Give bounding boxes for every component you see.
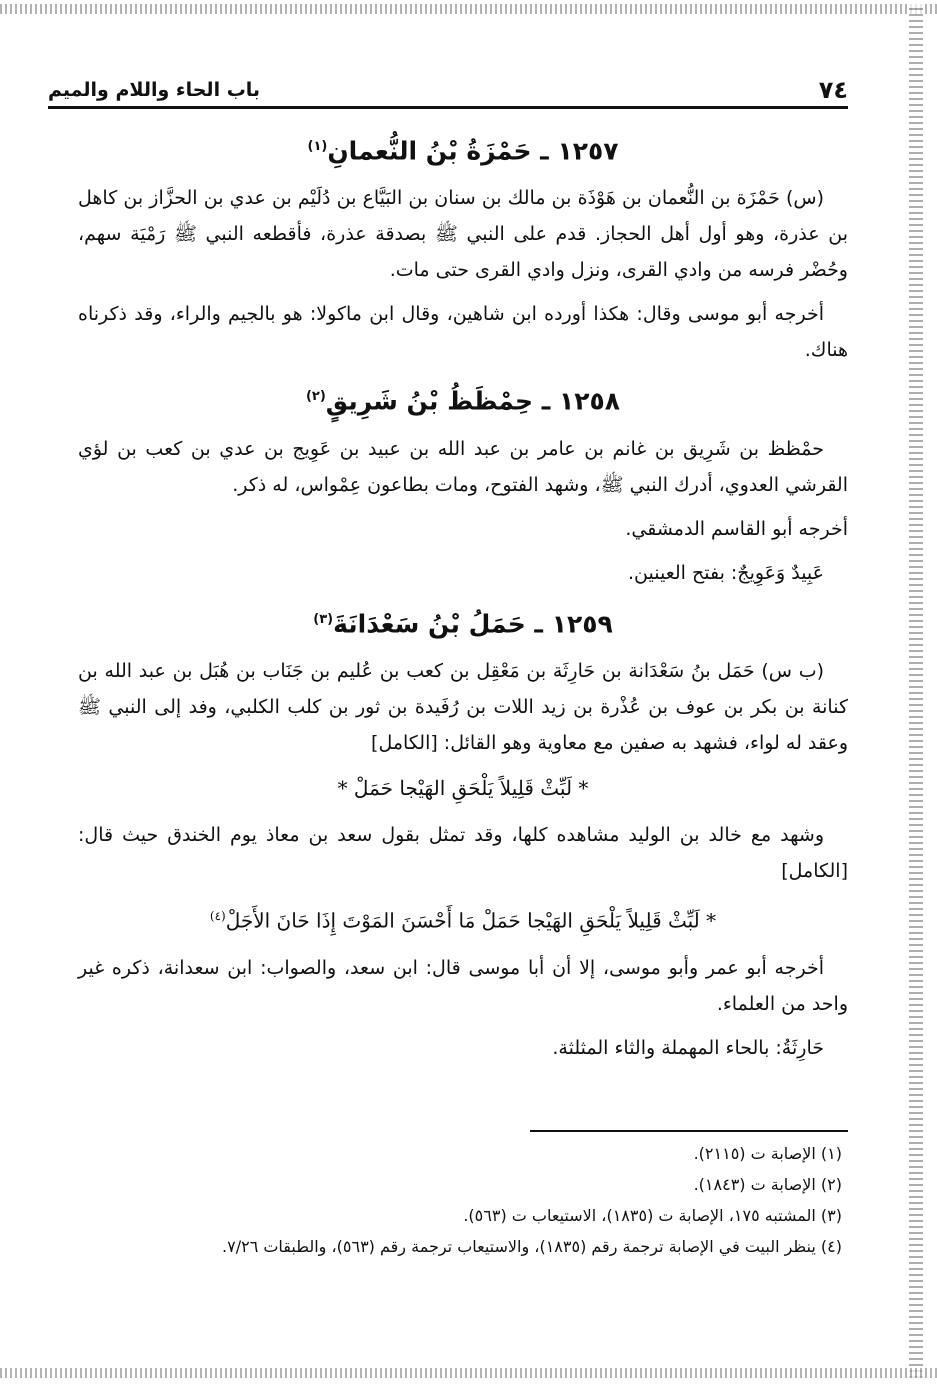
entry-paragraph: عَبِيدٌ وَعَوِيجٌ: بفتح العينين. bbox=[627, 561, 824, 584]
entry-paragraph: حمْظظ بن شَرِيق بن غانم بن عامر بن عبد الله بن عبيد بن عَوِيج بن عدي بن كعب بن لؤي القرشي العدوي، أدرك النبي ﷺ، وشهد الفتوح، ومات بطاعون عِمْواس، له ذكر. bbox=[78, 437, 848, 496]
entry-title-1258 bbox=[78, 378, 848, 420]
decorative-bottom-border bbox=[0, 1368, 937, 1378]
page-body bbox=[78, 118, 848, 1074]
footnote-item: (٣) المشتبه ١٧٥، الإصابة ت (١٨٣٥)، الاستيعاب ت (٥٦٣). bbox=[463, 1206, 842, 1225]
entry-paragraph: حَارِثَةُ: بالحاء المهملة والثاء المثلثة. bbox=[552, 1036, 824, 1059]
entry-title-text: ١٢٥٩ ـ حَمَلُ بْنُ سَعْدَانَةَ bbox=[333, 608, 613, 638]
poetry-verse-full bbox=[78, 897, 848, 940]
entry-paragraph: أخرجه أبو موسى وقال: هكذا أورده ابن شاهين، وقال ابن ماكولا: هو بالجيم والراء، وقد ذكرناه هناك. bbox=[78, 303, 848, 362]
entry-paragraph: (ب س) حَمَل بنُ سَعْدَانة بن حَارِثَة بن مَعْقِل بن كعب بن عُليم بن جَنَاب بن هُبَل بن عبد الله بن كنانة بن بكر بن عوف بن عُذْرة بن زيد اللات بن رُفَيدة بن ثور بن كلب الكلبي، وفد إلى النبي ﷺ وعقد له لواء، فشهد به صفين مع معاوية وهو القائل: [الكامل] bbox=[78, 659, 848, 754]
page-number: ٧٤ bbox=[818, 76, 848, 104]
entry-paragraph: (س) حَمْزَة بن النُّعمان بن هَوْذَة بن مالك بن سنان بن البَيَّاع بن دُلَيْم بن عدي بن الحزَّاز بن كاهل بن عذرة، وهو أول أهل الحجاز. قدم على النبي ﷺ بصدقة عذرة، فأقطعه النبي ﷺ رَمْيَة سهم، وحُضْر فرسه من وادي القرى، ونزل وادي القرى حتى مات. bbox=[78, 187, 848, 282]
chapter-title: باب الحاء واللام والميم bbox=[48, 79, 261, 101]
entry-title-text: ١٢٥٧ ـ حَمْزَةُ بْنُ النُّعمانِ bbox=[327, 136, 619, 166]
entry-paragraph: أخرجه أبو عمر وأبو موسى، إلا أن أبا موسى قال: ابن سعد، والصواب: ابن سعدانة، ذكره غير واحد من العلماء. bbox=[78, 956, 848, 1015]
entry-paragraph: وشهد مع خالد بن الوليد مشاهده كلها، وقد تمثل بقول سعد بن معاذ يوم الخندق حيث قال: [الكامل] bbox=[78, 823, 848, 882]
footnote-item: (٢) الإصابة ت (١٨٤٣). bbox=[693, 1175, 842, 1194]
footnote-ref: (٤) bbox=[209, 908, 226, 923]
poetry-verse: * لَبِّثْ قَلِيلاً يَلْحَقِ الهَيْجا حَمَلْ * bbox=[337, 775, 589, 800]
entry-paragraph: أخرجه أبو القاسم الدمشقي. bbox=[625, 517, 848, 540]
page-header bbox=[48, 74, 848, 109]
footnote-separator bbox=[530, 1130, 848, 1132]
decorative-top-border bbox=[0, 4, 937, 14]
poetry-verse-text: * لَبِّثْ قَلِيلاً يَلْحَقِ الهَيْجا حَمَلْ مَا أَحْسَنَ المَوْتَ إِذَا حَانَ الأَجَلْ bbox=[225, 908, 717, 933]
entry-title-1259 bbox=[78, 601, 848, 643]
entry-title-text: ١٢٥٨ ـ حِمْظَظُ بْنُ شَرِيقٍ bbox=[325, 386, 621, 416]
footnote-ref: (٢) bbox=[305, 389, 326, 405]
decorative-side-border bbox=[909, 4, 923, 1378]
footnote-item: (٤) ينظر البيت في الإصابة ترجمة رقم (١٨٣٥)، والاستيعاب ترجمة رقم (٥٦٣)، والطبقات ٧/٢٦. bbox=[222, 1237, 842, 1256]
footnote-item: (١) الإصابة ت (٢١١٥). bbox=[693, 1144, 842, 1163]
footnotes bbox=[120, 1138, 842, 1262]
entry-title-1257 bbox=[78, 128, 848, 170]
footnote-ref: (١) bbox=[307, 139, 328, 154]
footnote-ref: (٣) bbox=[313, 611, 334, 627]
